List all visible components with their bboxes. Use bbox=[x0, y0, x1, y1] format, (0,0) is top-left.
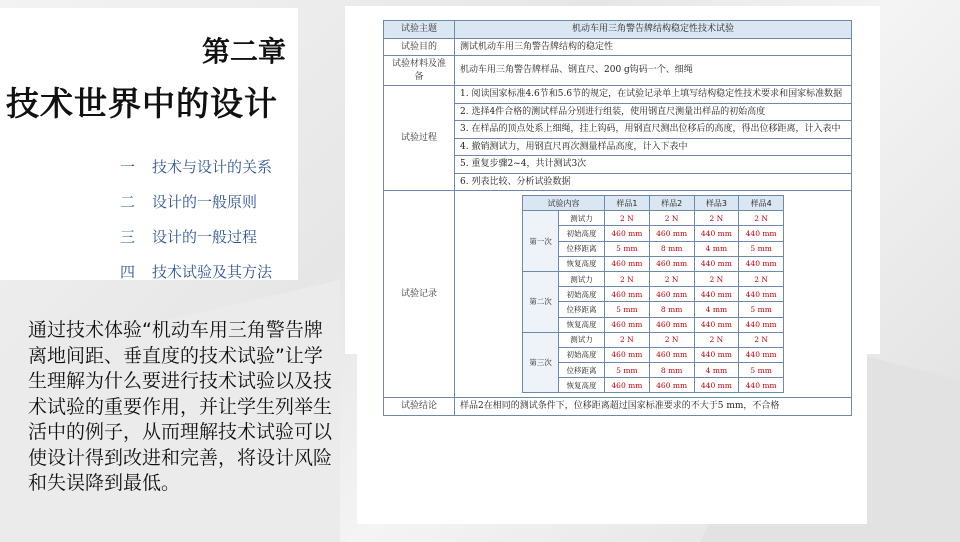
record-cell-value: 460 mm bbox=[649, 378, 694, 393]
record-row bbox=[523, 226, 784, 241]
record-cell-value: 5 mm bbox=[605, 241, 650, 256]
record-cell-value: 4 mm bbox=[694, 363, 739, 378]
record-cell-value: 440 mm bbox=[694, 226, 739, 241]
process-step: 6. 列表比较、分析试验数据 bbox=[455, 173, 852, 191]
record-cell-value: 5 mm bbox=[605, 363, 650, 378]
record-cell-value: 2 N bbox=[649, 271, 694, 286]
record-row bbox=[523, 287, 784, 302]
process-step: 2. 选择4件合格的测试样品分别进行组装，使用钢直尺测量出样品的初始高度 bbox=[455, 103, 852, 121]
record-header: 样品1 bbox=[605, 196, 650, 211]
row-label: 初始高度 bbox=[559, 287, 605, 302]
record-cell-value: 2 N bbox=[739, 332, 784, 347]
record-cell-value: 2 N bbox=[694, 211, 739, 226]
record-cell-value: 2 N bbox=[605, 211, 650, 226]
chapter-heading: 第二章 bbox=[201, 35, 286, 68]
record-cell-value: 5 mm bbox=[739, 363, 784, 378]
table-row bbox=[384, 38, 852, 56]
record-cell-value: 2 N bbox=[649, 332, 694, 347]
record-cell bbox=[455, 191, 852, 398]
record-cell-value: 440 mm bbox=[694, 378, 739, 393]
record-cell-value: 440 mm bbox=[739, 287, 784, 302]
record-cell-value: 5 mm bbox=[605, 302, 650, 317]
toc-label: 技术与设计的关系 bbox=[152, 158, 273, 176]
record-row bbox=[523, 363, 784, 378]
record-cell-value: 440 mm bbox=[739, 347, 784, 362]
record-cell-value: 2 N bbox=[739, 211, 784, 226]
record-row bbox=[523, 271, 784, 286]
table-row bbox=[384, 121, 852, 139]
process-step: 5. 重复步骤2~4，共计测试3次 bbox=[455, 156, 852, 174]
record-cell-value: 440 mm bbox=[694, 347, 739, 362]
process-step: 4. 撤销测试力，用钢直尺再次测量样品高度，计入下表中 bbox=[455, 138, 852, 156]
table-row bbox=[384, 86, 852, 104]
record-cell-value: 2 N bbox=[694, 332, 739, 347]
record-cell-value: 2 N bbox=[605, 271, 650, 286]
record-cell-value: 440 mm bbox=[694, 287, 739, 302]
subject-value: 机动车用三角警告牌结构稳定性技术试验 bbox=[455, 21, 852, 39]
record-cell-value: 2 N bbox=[605, 332, 650, 347]
title-panel bbox=[0, 8, 298, 280]
subject-label: 试验主题 bbox=[384, 21, 455, 39]
record-header: 样品2 bbox=[649, 196, 694, 211]
group-label: 第三次 bbox=[523, 332, 559, 393]
group-label: 第一次 bbox=[523, 211, 559, 272]
row-label: 初始高度 bbox=[559, 347, 605, 362]
record-cell-value: 460 mm bbox=[605, 378, 650, 393]
conclusion-label: 试验结论 bbox=[384, 398, 455, 416]
row-label: 位移距离 bbox=[559, 363, 605, 378]
toc-label: 设计的一般原则 bbox=[152, 193, 258, 211]
record-row bbox=[523, 256, 784, 271]
table-row bbox=[384, 191, 852, 398]
record-row bbox=[523, 378, 784, 393]
toc-item[interactable] bbox=[120, 226, 272, 261]
record-header: 样品3 bbox=[694, 196, 739, 211]
materials-label: 试验材料及准备 bbox=[384, 56, 455, 86]
record-row bbox=[523, 211, 784, 226]
row-label: 恢复高度 bbox=[559, 256, 605, 271]
toc-label: 技术试验及其方法 bbox=[152, 263, 273, 281]
toc-item[interactable] bbox=[120, 191, 272, 226]
record-cell-value: 2 N bbox=[694, 271, 739, 286]
record-cell-value: 2 N bbox=[649, 211, 694, 226]
record-row bbox=[523, 347, 784, 362]
record-cell-value: 460 mm bbox=[649, 317, 694, 332]
description-text: 通过技术体验“机动车用三角警告牌离地间距、垂直度的技术试验”让学生理解为什么要进行技术试验以及技术试验的重要作用，并让学生列举生活中的例子，从而理解技术试验可以使设计得到改进和完善，将设计风险和失误降到最低。 bbox=[28, 319, 333, 494]
record-row bbox=[523, 332, 784, 347]
record-header: 试验内容 bbox=[523, 196, 605, 211]
record-cell-value: 440 mm bbox=[739, 378, 784, 393]
row-label: 恢复高度 bbox=[559, 317, 605, 332]
purpose-label: 试验目的 bbox=[384, 38, 455, 56]
toc-item[interactable] bbox=[120, 156, 272, 191]
slide-title: 技术世界中的设计 bbox=[6, 84, 278, 123]
toc-number: 四 bbox=[120, 263, 136, 281]
experiment-table bbox=[383, 20, 852, 416]
record-row bbox=[523, 302, 784, 317]
record-cell-value: 440 mm bbox=[694, 317, 739, 332]
group-label: 第二次 bbox=[523, 271, 559, 332]
record-cell-value: 460 mm bbox=[649, 347, 694, 362]
record-cell-value: 460 mm bbox=[649, 226, 694, 241]
record-cell-value: 5 mm bbox=[739, 241, 784, 256]
record-cell-value: 8 mm bbox=[649, 363, 694, 378]
record-header: 样品4 bbox=[739, 196, 784, 211]
row-label: 测试力 bbox=[559, 332, 605, 347]
row-label: 位移距离 bbox=[559, 302, 605, 317]
row-label: 位移距离 bbox=[559, 241, 605, 256]
toc-number: 一 bbox=[120, 158, 136, 176]
record-row bbox=[523, 317, 784, 332]
table-row bbox=[384, 398, 852, 416]
table-row bbox=[384, 173, 852, 191]
record-cell-value: 460 mm bbox=[605, 317, 650, 332]
record-header-row bbox=[523, 196, 784, 211]
record-cell-value: 440 mm bbox=[739, 256, 784, 271]
record-cell-value: 4 mm bbox=[694, 241, 739, 256]
row-label: 恢复高度 bbox=[559, 378, 605, 393]
table-row bbox=[384, 156, 852, 174]
record-cell-value: 2 N bbox=[739, 271, 784, 286]
record-table bbox=[522, 195, 784, 393]
row-label: 测试力 bbox=[559, 271, 605, 286]
process-label: 试验过程 bbox=[384, 86, 455, 191]
record-label: 试验记录 bbox=[384, 191, 455, 398]
record-cell-value: 5 mm bbox=[739, 302, 784, 317]
record-cell-value: 8 mm bbox=[649, 302, 694, 317]
process-step: 3. 在样品的顶点处系上细绳，挂上钩码，用钢直尺测出位移后的高度，得出位移距离，计入表中 bbox=[455, 121, 852, 139]
toc-item[interactable] bbox=[120, 261, 272, 296]
table-row bbox=[384, 21, 852, 39]
row-label: 初始高度 bbox=[559, 226, 605, 241]
materials-value: 机动车用三角警告牌样品、钢直尺、200 g钩码一个、细绳 bbox=[455, 56, 852, 86]
conclusion-value: 样品2在相同的测试条件下，位移距离超过国家标准要求的不大于5 mm，不合格 bbox=[455, 398, 852, 416]
table-row bbox=[384, 103, 852, 121]
table-row bbox=[384, 56, 852, 86]
record-cell-value: 460 mm bbox=[605, 256, 650, 271]
record-cell-value: 460 mm bbox=[605, 226, 650, 241]
table-of-contents bbox=[120, 156, 272, 296]
row-label: 测试力 bbox=[559, 211, 605, 226]
toc-number: 二 bbox=[120, 193, 136, 211]
record-cell-value: 460 mm bbox=[605, 347, 650, 362]
toc-label: 设计的一般过程 bbox=[152, 228, 258, 246]
record-cell-value: 440 mm bbox=[739, 317, 784, 332]
record-cell-value: 440 mm bbox=[739, 226, 784, 241]
toc-number: 三 bbox=[120, 228, 136, 246]
record-row bbox=[523, 241, 784, 256]
process-step: 1. 阅读国家标准4.6节和5.6节的规定，在试验记录单上填写结构稳定性技术要求和国家标准数据 bbox=[455, 86, 852, 104]
record-cell-value: 8 mm bbox=[649, 241, 694, 256]
table-row bbox=[384, 138, 852, 156]
record-cell-value: 460 mm bbox=[605, 287, 650, 302]
purpose-value: 测试机动车用三角警告牌结构的稳定性 bbox=[455, 38, 852, 56]
record-cell-value: 440 mm bbox=[694, 256, 739, 271]
record-cell-value: 460 mm bbox=[649, 287, 694, 302]
record-cell-value: 460 mm bbox=[649, 256, 694, 271]
record-cell-value: 4 mm bbox=[694, 302, 739, 317]
